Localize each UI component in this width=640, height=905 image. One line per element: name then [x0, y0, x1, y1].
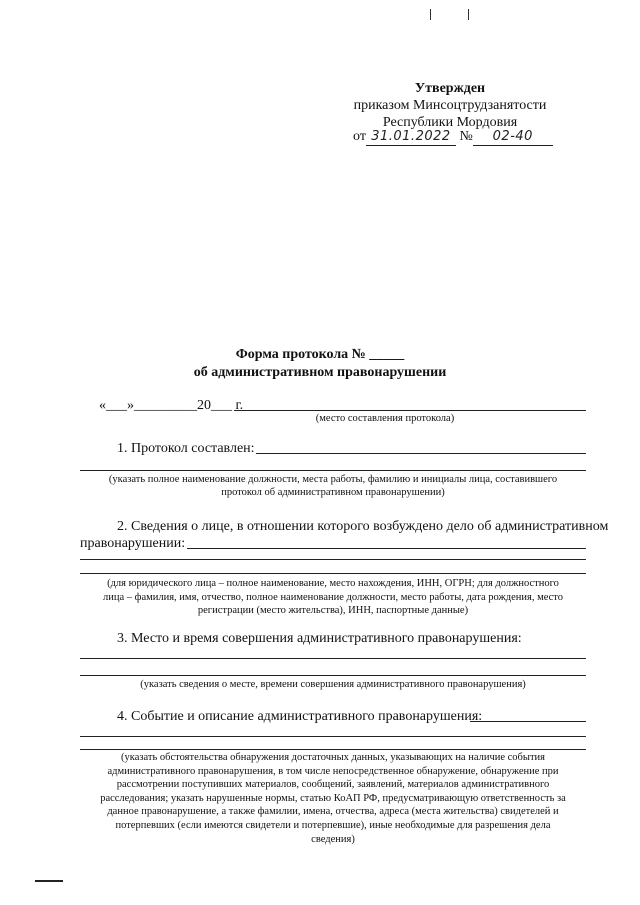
scan-mark-left — [430, 9, 431, 20]
protocol-date: «___»_________20___ г. — [99, 398, 244, 413]
section3-line-2 — [80, 675, 586, 676]
approval-block — [340, 80, 560, 131]
form-title — [150, 346, 490, 382]
section2-caption — [80, 577, 586, 618]
section2-line-3 — [80, 573, 586, 574]
section4-heading: 4. Событие и описание административного правонарушения: — [117, 709, 483, 724]
approval-date-row — [353, 128, 553, 146]
section4-line-3 — [80, 749, 586, 750]
section4-caption-line-6: потерпевших (если имеются свидетели и потерпевшие), иные необходимые для разрешения дела — [115, 819, 551, 831]
section4-caption-line-4: расследования; указать нарушенные нормы, статью КоАП РФ, предусматривающую ответственность за — [100, 792, 566, 804]
scan-mark-right — [468, 9, 469, 20]
section2-caption-line-1: (для юридического лица – полное наименование, место нахождения, ИНН, ОГРН; для должностного — [107, 578, 559, 589]
section1-line-2 — [80, 470, 586, 471]
approval-number-prefix: № — [459, 129, 473, 144]
section1-caption — [80, 473, 586, 499]
form-title-line-2: об административном правонарушении — [193, 365, 447, 380]
section4-caption-line-1: (указать обстоятельства обнаружения достаточных данных, указывающих на наличие события — [121, 752, 545, 763]
section4-line-1 — [470, 721, 586, 722]
place-caption: (место составления протокола) — [315, 413, 455, 424]
section2-line-2 — [80, 559, 586, 560]
scan-mark-bottom — [35, 880, 63, 882]
section1-heading: 1. Протокол составлен: — [117, 441, 255, 456]
section2-heading-line-2: правонарушении: — [80, 536, 186, 551]
approval-title: Утвержден — [414, 81, 486, 96]
place-line — [234, 410, 586, 411]
section3-heading: 3. Место и время совершения административного правонарушения: — [117, 631, 522, 646]
section2-caption-line-3: регистрации (место жительства), ИНН, паспортные данные) — [197, 605, 469, 617]
section4-caption-line-3: рассмотрении поступивших материалов, сообщений, заявлений, материалов административного — [116, 779, 550, 791]
approval-line-1: приказом Минсоцтрудзанятости — [353, 98, 547, 113]
section2-heading-line-1: 2. Сведения о лице, в отношении которого возбуждено дело об административном — [117, 519, 609, 534]
section4-caption-line-7: сведения) — [311, 833, 355, 845]
form-title-line-1: Форма протокола № _____ — [235, 347, 405, 362]
section1-caption-line-2: протокол об административном правонарушении) — [221, 487, 445, 498]
section4-line-2 — [80, 736, 586, 737]
section1-caption-line-1: (указать полное наименование должности, места работы, фамилию и инициалы лица, составившего — [108, 474, 558, 485]
section2-caption-line-2: лица – фамилия, имя, отчество, полное наименование должности, место работы, дата рождения, место — [103, 591, 563, 603]
section3-caption: (указать сведения о месте, времени совершения административного правонарушения) — [140, 679, 526, 690]
section4-caption — [80, 751, 586, 846]
approval-date-value: 31.01.2022 — [366, 128, 456, 146]
approval-date-prefix: от — [353, 129, 366, 144]
approval-line-2: Республики Мордовия — [382, 115, 518, 130]
section1-line-1 — [256, 453, 586, 454]
section4-caption-line-2: административного правонарушения, в том числе непосредственное обнаружение, обнаружение при — [107, 765, 559, 777]
section2-line-1 — [187, 548, 586, 549]
approval-number-value: 02-40 — [473, 128, 553, 146]
section4-caption-line-5: данное правонарушение, а также фамилии, имена, отчества, адреса (места жительства) свидетелей и — [107, 806, 559, 818]
section3-line-1 — [80, 658, 586, 659]
